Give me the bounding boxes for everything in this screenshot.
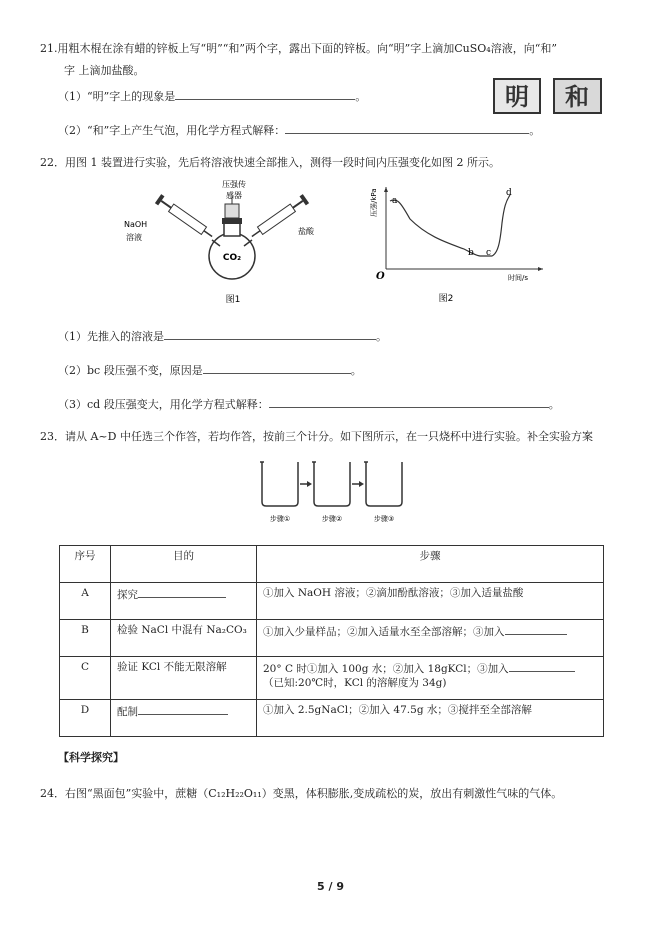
- fig2-xlabel: 时间/s: [508, 274, 529, 282]
- q22-sub2-end: 。: [350, 364, 362, 377]
- q22-sub3: [58, 396, 560, 412]
- q22-figure2: [368, 183, 550, 311]
- header-id: 序号: [60, 546, 111, 583]
- header-purpose: 目的: [111, 546, 257, 583]
- row-purpose-text: 探究: [117, 589, 138, 601]
- q22-sub3-end: 。: [548, 398, 560, 411]
- q21-line2: 字 上滴加盐酸。: [64, 64, 145, 77]
- row-purpose-text: 配制: [117, 706, 138, 718]
- q21-sub1-text: （1）“明”字上的现象是: [58, 90, 176, 103]
- step2-label: 步骤②: [321, 515, 343, 523]
- label-solution: 溶液: [126, 233, 142, 242]
- row-steps: ①加入 NaOH 溶液；②滴加酚酞溶液；③加入适量盐酸: [257, 583, 604, 620]
- step1-label: 步骤①: [269, 515, 291, 523]
- q21-sub1: [58, 88, 366, 104]
- row-purpose: [111, 583, 257, 620]
- table-row: [60, 620, 604, 657]
- row-a-purpose-blank[interactable]: [138, 586, 226, 598]
- section-title: 【科学探究】: [58, 751, 124, 764]
- row-b-steps-blank[interactable]: [505, 623, 567, 635]
- q22-sub1-end: 。: [376, 330, 387, 343]
- fig2-caption: 图2: [438, 294, 454, 304]
- q22-sub1-text: （1）先推入的溶液是: [58, 330, 164, 343]
- q23-beaker-steps: [258, 458, 408, 529]
- q21-sub1-blank[interactable]: [175, 88, 355, 100]
- q21-line1: 21.用粗木棍在涂有蜡的锌板上写“明”“和”两个字，露出下面的锌板。向“明”字上滴加CuSO₄溶液，向“和”: [40, 42, 557, 55]
- row-steps: [257, 620, 604, 657]
- char-ming: 明: [505, 83, 529, 111]
- row-c-steps-blank[interactable]: [509, 660, 575, 672]
- row-id: D: [60, 700, 111, 737]
- row-note: （已知:20℃时，KCl 的溶解度为 34g): [263, 677, 447, 689]
- q22-sub1-blank[interactable]: [164, 328, 376, 340]
- row-d-purpose-blank[interactable]: [138, 703, 228, 715]
- q24-line1: 24．右图“黑面包”实验中，蔗糖（C₁₂H₂₂O₁₁）变黑，体积膨胀,变成疏松的炭，放出有刺激性气味的气体。: [40, 787, 563, 800]
- table-row: [60, 700, 604, 737]
- q22-line1: 22．用图 1 装置进行实验，先后将溶液快速全部推入，测得一段时间内压强变化如图 2 所示。: [40, 156, 500, 169]
- q21-sub2-blank[interactable]: [285, 122, 529, 134]
- q22-sub3-blank[interactable]: [269, 396, 549, 408]
- q23-line1: 23．请从 A~D 中任选三个作答，若均作答，按前三个计分。如下图所示，在一只烧杯中进行实验。补全实验方案: [40, 430, 593, 443]
- q22-sub2-blank[interactable]: [203, 362, 351, 374]
- fig2-point-b: b: [468, 248, 474, 258]
- table-row: [60, 657, 604, 700]
- fig1-caption: 图1: [225, 295, 241, 305]
- header-steps: 步骤: [257, 546, 604, 583]
- label-sensor2: 感器: [226, 191, 242, 200]
- fig2-point-c: c: [486, 248, 492, 258]
- row-id: A: [60, 583, 111, 620]
- q22-sub2-text: （2）bc 段压强不变，原因是: [58, 364, 203, 377]
- q22-sub1: [58, 328, 387, 344]
- label-naoh: NaOH: [124, 220, 148, 229]
- row-id: B: [60, 620, 111, 657]
- fig2-ylabel: 压强/kPa: [370, 188, 378, 217]
- fig2-origin: O: [376, 271, 385, 282]
- row-steps: [257, 657, 604, 700]
- q21-sub2: [58, 122, 540, 138]
- char-he: 和: [565, 82, 589, 111]
- q22-figure1: [122, 178, 322, 313]
- q22-sub3-text: （3）cd 段压强变大，用化学方程式解释：: [58, 398, 269, 411]
- row-steps-text: ①加入少量样品；②加入适量水至全部溶解；③加入: [263, 626, 505, 638]
- step3-label: 步骤③: [373, 515, 395, 523]
- label-sensor1: 压强传: [222, 180, 246, 189]
- fig2-point-d: d: [506, 188, 512, 198]
- table-row: [60, 583, 604, 620]
- fig2-point-a: a: [392, 196, 398, 206]
- table-header-row: [60, 546, 604, 583]
- q21-sub1-end: 。: [355, 90, 367, 103]
- row-purpose: 检验 NaCl 中混有 Na₂CO₃: [111, 620, 257, 657]
- q21-sub2-text: （2）“和”字上产生气泡，用化学方程式解释：: [58, 124, 286, 137]
- page-number: 5 / 9: [317, 880, 344, 893]
- row-id: C: [60, 657, 111, 700]
- q23-experiment-table: [59, 545, 604, 737]
- q21-zinc-plate-image: [493, 78, 603, 117]
- q21-sub2-end: 。: [529, 124, 541, 137]
- label-hcl: 盐酸: [298, 227, 314, 236]
- row-steps: ①加入 2.5gNaCl；②加入 47.5g 水；③搅拌至全部溶解: [257, 700, 604, 737]
- row-steps-text: 20° C 时①加入 100g 水；②加入 18gKCl；③加入: [263, 663, 509, 675]
- label-co2: CO₂: [222, 253, 242, 263]
- q22-sub2: [58, 362, 362, 378]
- row-purpose: 验证 KCl 不能无限溶解: [111, 657, 257, 700]
- row-purpose: [111, 700, 257, 737]
